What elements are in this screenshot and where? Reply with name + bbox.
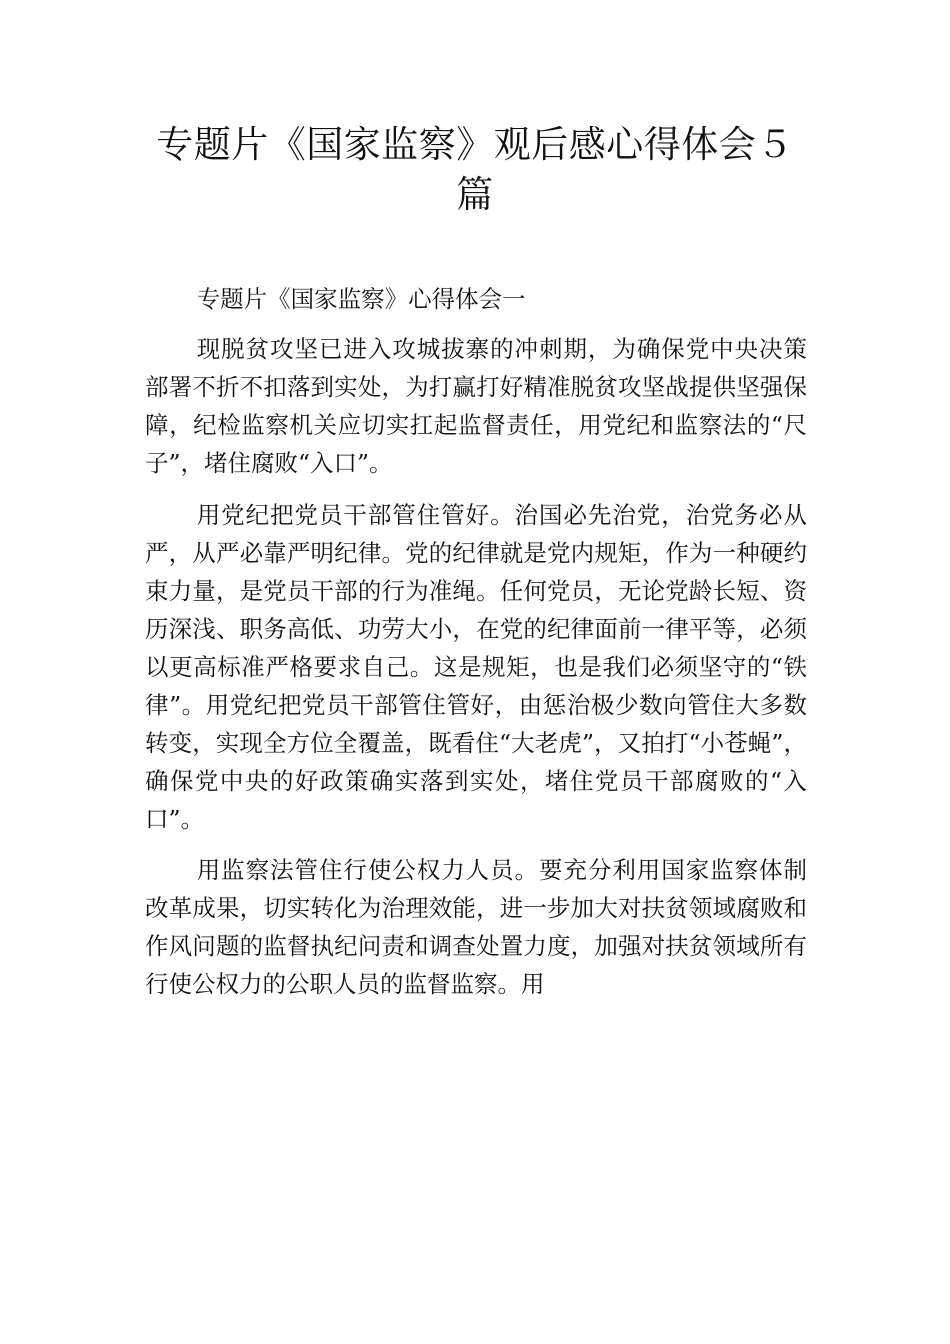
document-body [145, 280, 807, 1017]
paragraph: 用监察法管住行使公权力人员。要充分利用国家监察体制改革成果，切实转化为治理效能，进一步加大对扶贫领域腐败和作风问题的监督执纪问责和调查处置力度，加强对扶贫领域所有行使公权力的公职人员的监督监察。用 [145, 856, 807, 998]
section-heading: 专题片《国家监察》心得体会一 [196, 285, 526, 313]
document-title: 专题片《国家监察》观后感心得体会５篇 [156, 123, 794, 216]
paragraph: 用党纪把党员干部管住管好。治国必先治党，治党务必从严，从严必靠严明纪律。党的纪律就是党内规矩，作为一种硬约束力量，是党员干部的行为准绳。任何党员，无论党龄长短、资历深浅、职务高低、功劳大小，在党的纪律面前一律平等，必须以更高标准严格要求自己。这是规矩，也是我们必须坚守的“铁律”。用党纪把党员干部管住管好，由惩治极少数向管住大多数转变，实现全方位全覆盖，既看住“大老虎”，又拍打“小苍蝇”，确保党中央的好政策确实落到实处，堵住党员干部腐败的“入口”。 [145, 500, 807, 833]
paragraph: 现脱贫攻坚已进入攻城拔寨的冲刺期，为确保党中央决策部署不折不扣落到实处，为打赢打好精准脱贫攻坚战提供坚强保障，纪检监察机关应切实扛起监督责任，用党纪和监察法的“尺子”，堵住腐败“入口”。 [145, 335, 807, 477]
